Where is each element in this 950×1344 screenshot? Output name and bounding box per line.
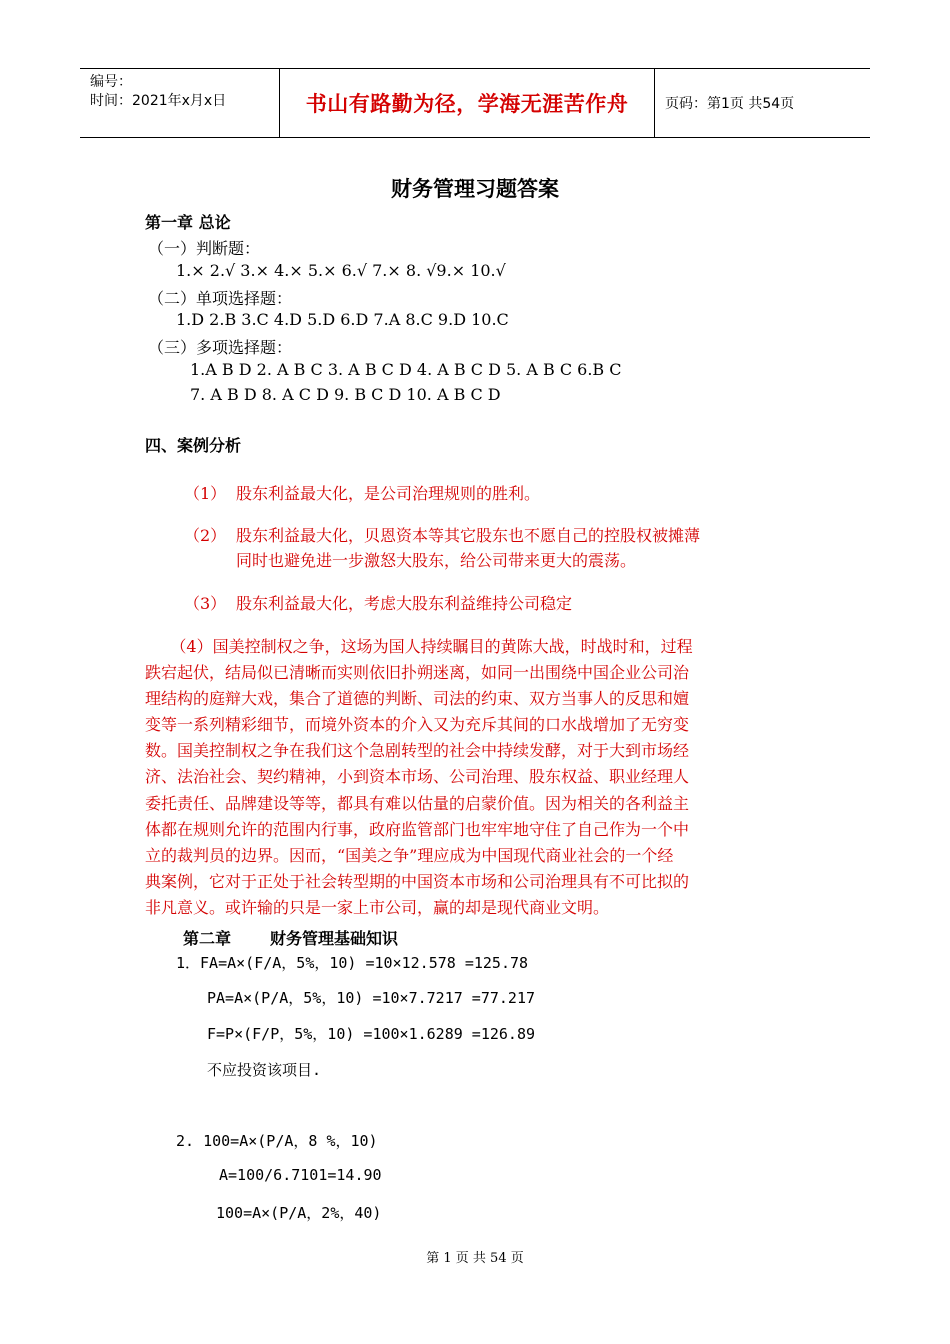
case1-number: （1） <box>184 484 227 503</box>
problem1-line2: PA=A×(P/A，5%，10) =10×7.7217 =77.217 <box>207 989 536 1007</box>
number-label: 编号： <box>90 74 132 90</box>
case-heading: 四、案例分析 <box>145 436 242 455</box>
q3-answers-line2: 7. A B D 8. A C D 9. B C D 10. A B C D <box>190 385 501 404</box>
q1-label: （一）判断题： <box>148 239 261 258</box>
paragraph-line: 立的裁判员的边界。因而，“国美之争”理应成为中国现代商业社会的一个经 <box>145 845 674 865</box>
case3-text: 股东利益最大化，考虑大股东利益维持公司稳定 <box>236 594 573 613</box>
problem1-line4: 不应投资该项目. <box>207 1061 322 1079</box>
header-meta <box>80 69 280 137</box>
problem1-line1: 1．FA=A×(F/A，5%，10) =10×12.578 =125.78 <box>176 954 529 972</box>
q2-label: （二）单项选择题： <box>148 289 293 308</box>
case3-number: （3） <box>184 594 227 613</box>
case1-text: 股东利益最大化，是公司治理规则的胜利。 <box>236 484 541 503</box>
q2-answers: 1.D 2.B 3.C 4.D 5.D 6.D 7.A 8.C 9.D 10.C <box>176 310 509 329</box>
paragraph-line: 委托责任、品牌建设等等，都具有难以估量的启蒙价值。因为相关的各利益主 <box>145 793 690 813</box>
chapter1-heading: 第一章 总论 <box>145 213 231 232</box>
q1-answers: 1.× 2.√ 3.× 4.× 5.× 6.√ 7.× 8. √9.× 10.√ <box>176 261 506 280</box>
paragraph-line: 典案例，它对于正处于社会转型期的中国资本市场和公司治理具有不可比拟的 <box>145 871 690 891</box>
time-label: 时间：2021年x月x日 <box>90 93 227 109</box>
paragraph-line: 跌宕起伏，结局似已清晰而实则依旧扑朔迷离，如同一出围绕中国企业公司治 <box>145 663 690 683</box>
problem2-line1: 2. 100=A×(P/A，8 %，10) <box>176 1132 378 1150</box>
page-header <box>80 68 870 138</box>
case2-number: （2） <box>184 526 227 545</box>
q3-answers-line1: 1.A B D 2. A B C 3. A B C D 4. A B C D 5. A B C 6.B C <box>190 360 622 379</box>
paragraph-line: （4）国美控制权之争，这场为国人持续瞩目的黄陈大战，时战时和，过程 <box>145 637 693 656</box>
paragraph-line: 变等一系列精彩细节，而境外资本的介入又为充斥其间的口水战增加了无穷变 <box>145 715 690 735</box>
case4-paragraph <box>145 634 815 921</box>
page-footer: 第 1 页 共 54 页 <box>426 1251 524 1266</box>
paragraph-line: 数。国美控制权之争在我们这个急剧转型的社会中持续发酵，对于大到市场经 <box>145 741 690 761</box>
q3-label: （三）多项选择题： <box>148 338 293 357</box>
problem2-line2: A=100/6.7101=14.90 <box>219 1166 382 1184</box>
paragraph-line: 体都在规则允许的范围内行事，政府监管部门也牢牢地守住了自己作为一个中 <box>145 819 690 839</box>
case2-text-line1: 股东利益最大化，贝恩资本等其它股东也不愿自己的控股权被摊薄 <box>236 526 701 545</box>
paragraph-line: 理结构的庭辩大戏，集合了道德的判断、司法的约束、双方当事人的反思和嬗 <box>145 689 690 709</box>
case2-text-line2: 同时也避免进一步激怒大股东，给公司带来更大的震荡。 <box>236 551 637 570</box>
header-motto: 书山有路勤为径，学海无涯苦作舟 <box>280 69 655 137</box>
paragraph-line: 非凡意义。或许输的只是一家上市公司，赢的却是现代商业文明。 <box>145 897 610 917</box>
problem2-line3: 100=A×(P/A，2%，40) <box>216 1204 382 1222</box>
paragraph-line: 济、法治社会、契约精神，小到资本市场、公司治理、股东权益、职业经理人 <box>145 767 690 787</box>
chapter2-heading: 第二章 财务管理基础知识 <box>183 929 398 948</box>
header-page-info: 页码：第1页 共54页 <box>665 96 795 112</box>
problem1-line3: F=P×(F/P，5%，10) =100×1.6289 =126.89 <box>207 1025 536 1043</box>
document-title: 财务管理习题答案 <box>391 177 559 201</box>
